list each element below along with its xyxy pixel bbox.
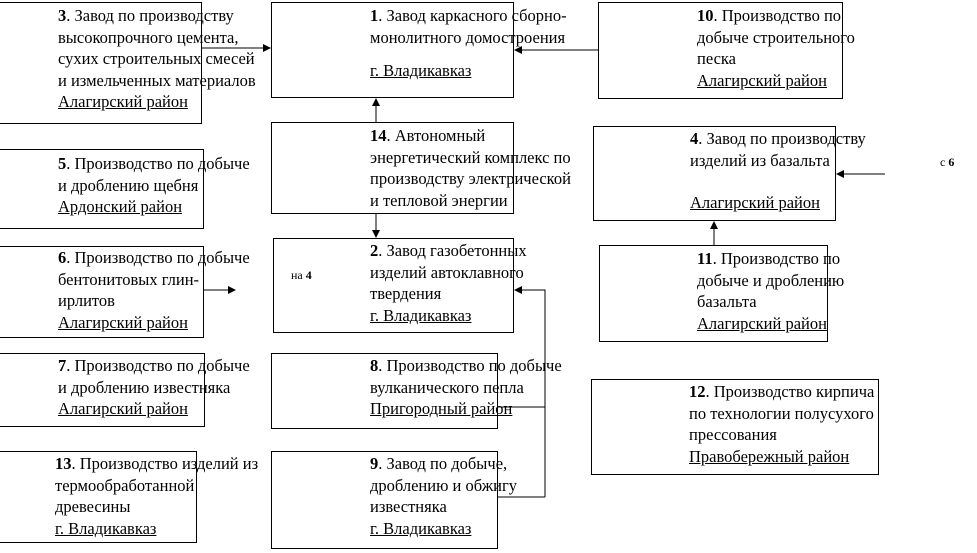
node-line: дроблению и обжигу: [370, 475, 517, 495]
node-5-text: 5. Производство по добыче и дроблению щебня Ардонский район: [58, 154, 250, 216]
node-line: древесины: [55, 497, 131, 516]
node-number: 14: [370, 126, 387, 145]
node-line: Производство кирпича: [713, 382, 875, 401]
connector-target: 4: [305, 268, 312, 282]
node-line: Производство по добыче: [74, 154, 250, 173]
node-place: г. Владикавказ: [55, 518, 157, 538]
node-line: Завод по добыче,: [386, 454, 508, 473]
node-number: 13: [55, 454, 72, 473]
connector-from-6-label: [940, 155, 954, 169]
node-place: Алагирский район: [697, 70, 827, 90]
node-line: Автономный: [394, 126, 486, 145]
node-place: Алагирский район: [58, 399, 188, 418]
node-line: добыче строительного: [697, 27, 855, 47]
connector-target: 6: [948, 155, 955, 169]
node-place: Алагирский район: [58, 92, 188, 111]
node-line: твердения: [370, 284, 442, 303]
node-place: Алагирский район: [697, 313, 827, 333]
node-line: Производство изделий из: [79, 454, 259, 473]
node-14-text: 14. Автономный энергетический комплекс по производству электрической и тепловой энергии: [370, 126, 571, 210]
node-line: высокопрочного цемента,: [58, 27, 239, 47]
node-line: Завод по производству: [74, 6, 234, 25]
node-line: сухих строительных смесей: [58, 49, 255, 68]
node-number: 12: [689, 382, 706, 401]
node-line: изделий из базальта: [690, 150, 830, 170]
node-line: по технологии полусухого: [689, 403, 874, 423]
node-number: 10: [697, 6, 714, 25]
node-line: Завод по производству: [706, 129, 866, 148]
node-number: 1: [370, 6, 379, 25]
node-line: Завод каркасного сборно-: [386, 6, 567, 25]
node-2-text: 2. Завод газобетонных изделий автоклавного твердения г. Владикавказ: [370, 241, 527, 325]
node-9-text: 9. Завод по добыче, дроблению и обжигу известняка г. Владикавказ: [370, 454, 517, 538]
node-3-text: 3. Завод по производству высокопрочного цемента, сухих строительных смесей и измельченных материалов Алагирский район: [58, 6, 256, 111]
node-number: 7: [58, 356, 67, 375]
node-line: Производство по добыче: [74, 248, 250, 267]
node-place: Пригородный район: [370, 399, 513, 418]
node-line: монолитного домостроения: [370, 27, 566, 47]
node-line: и измельченных материалов: [58, 70, 256, 90]
node-place: Алагирский район: [690, 193, 820, 212]
node-13-text: 13. Производство изделий из термообработанной древесины г. Владикавказ: [55, 454, 259, 538]
node-line: Завод газобетонных: [386, 241, 527, 260]
node-number: 8: [370, 356, 379, 375]
node-number: 2: [370, 241, 379, 260]
node-line: базальта: [697, 292, 757, 311]
node-number: 9: [370, 454, 379, 473]
node-number: 6: [58, 248, 67, 267]
node-12-text: 12. Производство кирпича по технологии полусухого прессования Правобережный район: [689, 382, 875, 466]
node-10-text: 10. Производство по добыче строительного песка Алагирский район: [697, 6, 855, 90]
node-line: изделий автоклавного: [370, 262, 524, 282]
node-place: г. Владикавказ: [370, 518, 472, 538]
node-line: энергетический комплекс по: [370, 147, 571, 167]
connector-to-4-label: [291, 268, 312, 282]
node-number: 3: [58, 6, 67, 25]
node-line: Производство по добыче: [386, 356, 562, 375]
node-7-text: 7. Производство по добыче и дроблению известняка Алагирский район: [58, 356, 250, 418]
node-number: 4: [690, 129, 699, 148]
node-number: 11: [697, 249, 713, 268]
node-place: г. Владикавказ: [370, 305, 472, 325]
node-place: Правобережный район: [689, 446, 850, 466]
node-line: Производство по добыче: [74, 356, 250, 375]
node-line: песка: [697, 49, 736, 68]
node-place: Ардонский район: [58, 197, 183, 216]
node-line: добыче и дроблению: [697, 270, 845, 290]
node-11-text: 11. Производство по добыче и дроблению базальта Алагирский район: [697, 249, 845, 333]
node-line: прессования: [689, 425, 777, 444]
node-place: г. Владикавказ: [370, 61, 472, 80]
connector-prefix: с: [940, 155, 949, 169]
node-line: ирлитов: [58, 291, 115, 310]
node-place: Алагирский район: [58, 312, 188, 332]
node-6-text: 6. Производство по добыче бентонитовых глин- ирлитов Алагирский район: [58, 248, 250, 332]
node-line: известняка: [370, 497, 447, 516]
node-line: и дроблению известняка: [58, 377, 231, 397]
node-4-text: 4. Завод по производству изделий из базальта Алагирский район: [690, 129, 866, 212]
node-line: Производство по: [721, 6, 842, 25]
node-line: и дроблению щебня: [58, 175, 199, 195]
node-line: и тепловой энергии: [370, 190, 508, 210]
node-line: производству электрической: [370, 169, 571, 188]
node-line: бентонитовых глин-: [58, 269, 200, 289]
node-number: 5: [58, 154, 67, 173]
node-line: Производство по: [720, 249, 841, 268]
connector-prefix: на: [291, 268, 306, 282]
node-line: вулканического пепла: [370, 377, 524, 397]
node-line: термообработанной: [55, 475, 195, 495]
node-8-text: 8. Производство по добыче вулканического пепла Пригородный район: [370, 356, 562, 418]
node-1-text: 1. Завод каркасного сборно- монолитного домостроения г. Владикавказ: [370, 6, 567, 80]
